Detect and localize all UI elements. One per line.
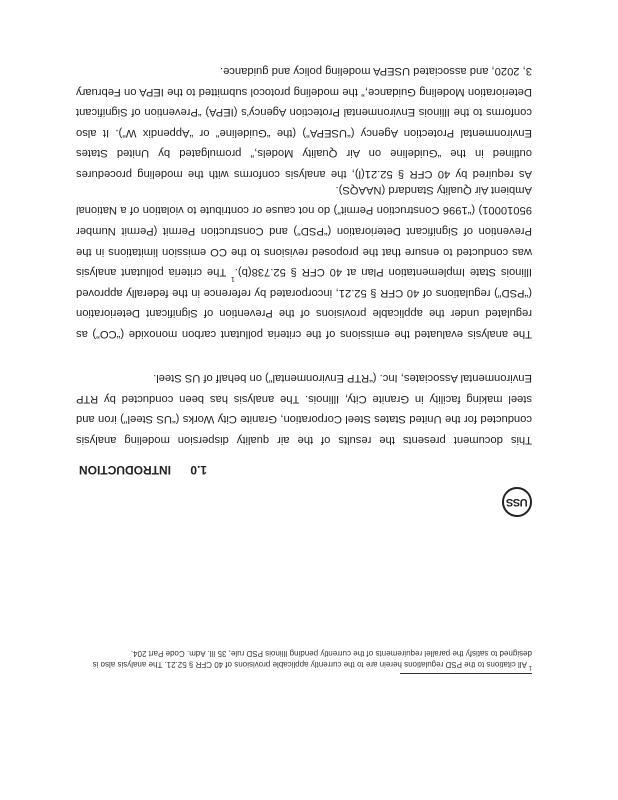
uss-logo-icon: USS [502, 487, 532, 517]
paragraph-guideline: As required by 40 CFR § 52.21(l), the analysis conforms with the modeling procedures outlined in the “Guideline on Air Quality Models,” promulgated by United States Environmental Protection Agency (“USEPA”) (the “Guideline” or “Appendix W”). It also conforms to the Illinois Environmental Protection Agency’s (IEPA) “Prevention of Significant Deterioration Modeling Guidance,” the modeling protocol submitted to the IEPA on February 3, 2020, and associated USEPA modeling policy and guidance. [76, 65, 532, 180]
footnote-divider [400, 673, 532, 674]
section-title: INTRODUCTION [79, 463, 171, 477]
footnote-reference: 1 [230, 275, 235, 283]
footnote-marker: 1 [528, 664, 532, 670]
paragraph-intro: This document presents the results of the air quality dispersion modeling analysis conducted for the United States Steel Corporation, Granite City Works (“US Steel”) iron and steel making facility in Granite City, Illinois. The analysis has been conducted by RTP Environmental Associates, Inc. (“RTP Environmental”) on behalf of US Steel. [76, 372, 532, 446]
footnote [92, 648, 532, 670]
paragraph-analysis [76, 179, 532, 344]
footnote-text: All citations to the PSD regulations herein are to the currently applicable provisions of 40 CFR § 52.21. The analysis also is designed to satisfy the parallel requirements of the currently pending Illinois PSD rule, 35 Ill. Adm. Code Part 204. [92, 649, 532, 669]
paragraph-analysis-part1: The analysis evaluated the emissions of the criteria pollutant carbon monoxide (“CO”) as regulated under the applicable provisions of the Prevention of Significant Deterioration (“PSD”) regulations of 40 CFR § 52.21, incorporated by reference in the federally approved Illinois State Implementation Plan at 40 CFR § 52.738(b). [76, 266, 532, 340]
section-heading [77, 463, 207, 477]
section-number: 1.0 [190, 463, 207, 477]
paragraph-analysis-part2: The criteria pollutant analysis was conducted to ensure that the proposed revisions to the CO emission limitations in the Prevention of Significant Deterioration (“PSD”) and Construction Permit (Permit Number 95010001) (“1996 Construction Permit”) do not cause or contribute to violation of a National Ambient Air Quality Standard (NAAQS). [75, 183, 532, 279]
